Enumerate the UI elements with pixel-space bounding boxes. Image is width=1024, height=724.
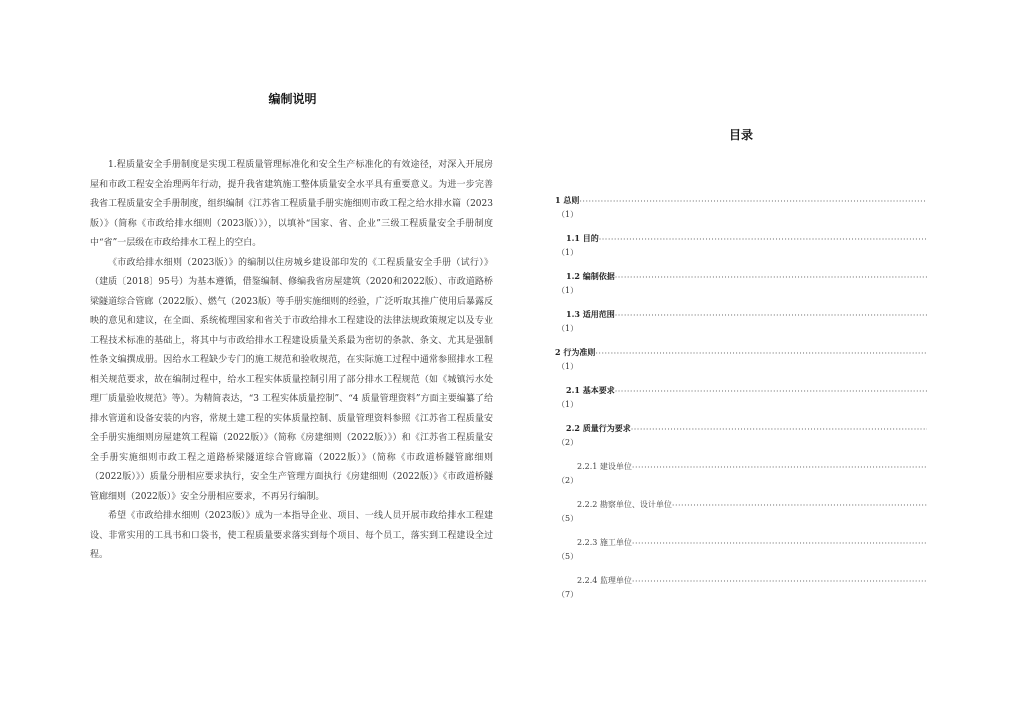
toc-entry[interactable] (555, 531, 927, 569)
toc-entry-page: （5） (557, 552, 579, 561)
toc-entry-page: （2） (557, 476, 579, 485)
toc-entry-page: （1） (557, 210, 579, 219)
toc-entry-label[interactable]: 2 行为准则 (555, 347, 596, 357)
toc-leader-dots (632, 463, 927, 472)
preface-paragraph: 《市政给排水细则（2023版）》的编制以住房城乡建设部印发的《工程质量安全手册（试行）》（建质〔2018〕95号）为基本遵循，借鉴编制、修编我省房屋建筑（2020和2022版）、市政道路桥梁隧道综合管廊（2022版）、燃气（2023版）等手册实施细则的经验，广泛听取其推广使用后暴露反映的意见和建议，在全面、系统梳理国家和省关于市政给排水工程建设的法律法规政策规定以及专业工程技术标准的基础上，将其中与市政给排水工程建设质量关系最为密切的条款、条文、尤其是强制性条文编撰成册。因给水工程缺少专门的施工规范和验收规范，在实际施工过程中通常参照排水工程相关规范要求，故在编制过程中，给水工程实体质量控制引用了部分排水工程规范（如《城镇污水处理厂质量验收规范》等）。为精简表达，“3 工程实体质量控制”、“4 质量管理资料”方面主要编纂了给排水管道和设备安装的内容，常规土建工程的实体质量控制、质量管理资料参照《江苏省工程质量安全手册实施细则房屋建筑工程篇（2022版）》（简称《房建细则（2022版）》）和《江苏省工程质量安全手册实施细则市政工程之道路桥梁隧道综合管廊篇（2022版）》（简称《市政道桥隧管廊细则（2022版）》）质量分册相应要求执行，安全生产管理方面执行《房建细则（2022版）》《市政道桥隧管廊细则（2022版）》安全分册相应要求，不再另行编制。 (90, 257, 493, 502)
toc-entry[interactable] (555, 189, 927, 227)
toc-leader-dots (599, 235, 927, 244)
toc-entry-label[interactable]: 2.2.4 监理单位 (577, 576, 632, 585)
toc-entry-page: （1） (557, 400, 579, 409)
toc-entry[interactable] (555, 455, 927, 493)
toc-page (555, 118, 927, 638)
toc-entry[interactable] (555, 265, 927, 303)
toc-entry-label[interactable]: 2.2.2 勘察单位、设计单位 (577, 500, 672, 509)
toc-entry-page: （2） (557, 438, 579, 447)
toc-entry[interactable] (555, 569, 927, 607)
preface-body (90, 156, 493, 566)
toc-entry[interactable] (555, 341, 927, 379)
toc-leader-dots (615, 311, 927, 320)
preface-title: 编制说明 (268, 92, 317, 106)
toc-entry-label[interactable]: 1 总则 (555, 195, 580, 205)
toc-leader-dots (672, 501, 927, 510)
toc-entry-page: （1） (557, 286, 579, 295)
toc-entry-label[interactable]: 2.2.3 施工单位 (577, 538, 632, 547)
toc-leader-dots (615, 273, 927, 282)
toc-entry-page: （7） (557, 590, 579, 599)
toc-leader-dots (595, 349, 927, 358)
toc-entry-label[interactable]: 2.1 基本要求 (566, 385, 615, 395)
toc-entry-label[interactable]: 1.3 适用范围 (566, 309, 615, 319)
toc-entry[interactable] (555, 493, 927, 531)
preface-paragraph: 希望《市政给排水细则（2023版）》成为一本指导企业、项目、一线人员开展市政给排水工程建设、非常实用的工具书和口袋书，使工程质量要求落实到每个项目、每个员工，落实到工程建设全过程。 (90, 511, 493, 560)
toc-leader-dots (631, 425, 927, 434)
toc-leader-dots (579, 197, 927, 206)
toc-leader-dots (632, 577, 927, 586)
preface-page (90, 80, 495, 660)
toc-entry-page: （5） (557, 514, 579, 523)
toc-entry-label[interactable]: 1.2 编制依据 (566, 271, 615, 281)
toc-title: 目录 (728, 128, 753, 142)
toc-entry-label[interactable]: 2.2 质量行为要求 (566, 423, 631, 433)
toc-entry-label[interactable]: 1.1 目的 (566, 233, 599, 243)
toc-entry-page: （1） (557, 362, 579, 371)
preface-paragraph: 1.程质量安全手册制度是实现工程质量管理标准化和安全生产标准化的有效途径，对深入开展房屋和市政工程安全治理两年行动，提升我省建筑施工整体质量安全水平具有重要意义。为进一步完善我省工程质量安全手册制度，组织编制《江苏省工程质量手册实施细则市政工程之给水排水篇（2023版）》（简称《市政给排水细则（2023版）》），以填补“国家、省、企业”三级工程质量安全手册制度中“省”一层级在市政给排水工程上的空白。 (90, 160, 493, 248)
toc-list (555, 189, 927, 607)
toc-entry[interactable] (555, 417, 927, 455)
toc-entry-page: （1） (557, 324, 579, 333)
toc-leader-dots (615, 387, 927, 396)
toc-entry-page: （1） (557, 248, 579, 257)
toc-entry[interactable] (555, 227, 927, 265)
toc-leader-dots (632, 539, 927, 548)
toc-entry[interactable] (555, 303, 927, 341)
toc-entry-label[interactable]: 2.2.1 建设单位 (577, 462, 632, 471)
toc-entry[interactable] (555, 379, 927, 417)
